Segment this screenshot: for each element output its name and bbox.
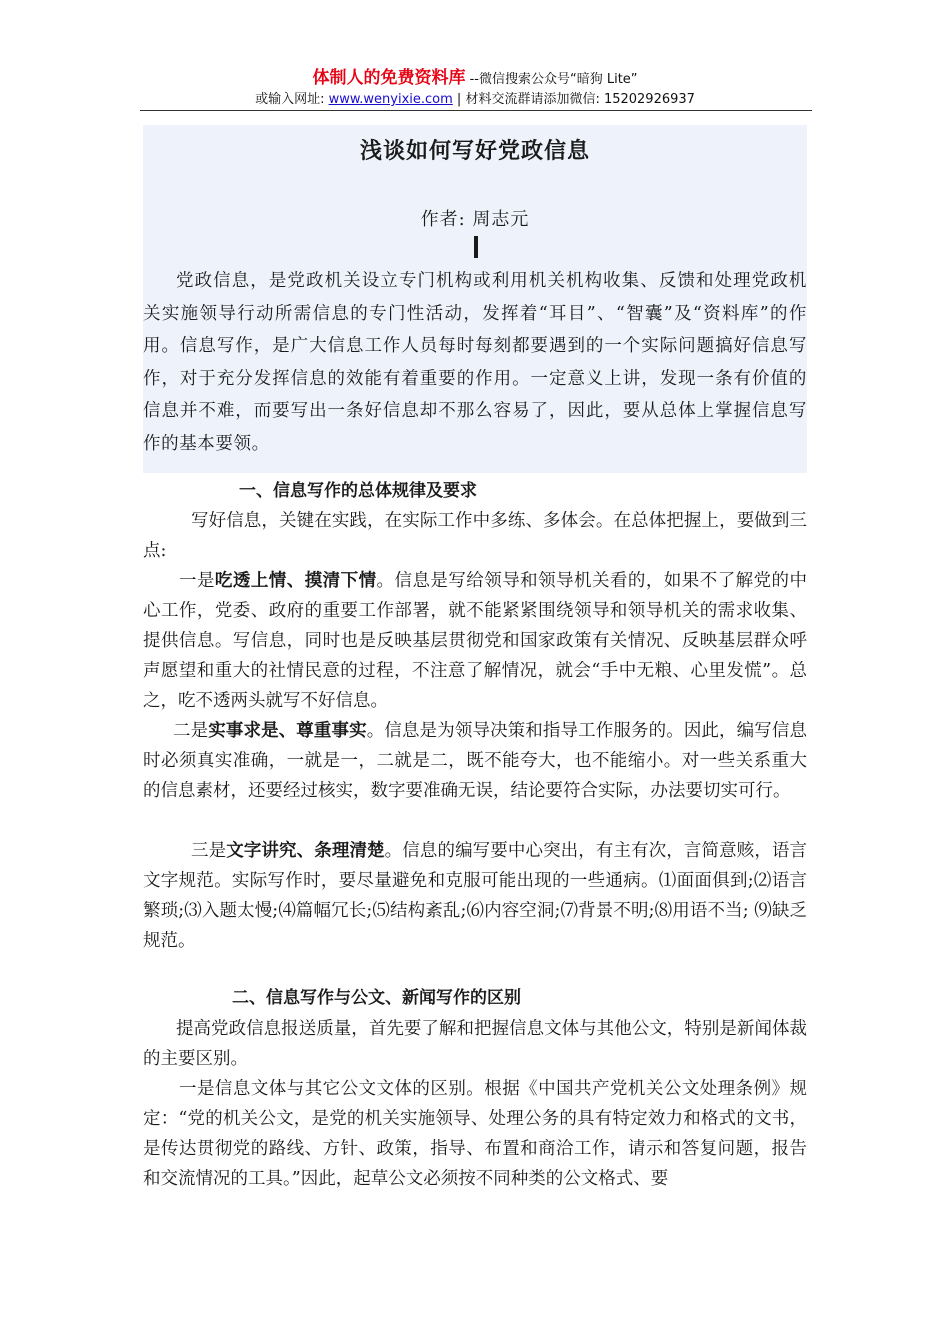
point-1-body: 。信息是写给领导和领导机关看的，如果不了解党的中心工作，党委、政府的重要工作部署，就不能紧紧围绕领导和领导机关的需求收集、提供信息。写信息，同时也是反映基层贯彻党和国家政策有关情况、反映基层群众呼声愿望和重大的社情民意的过程，不注意了解情况，就会“手中无粮、心里发慌”。总之，吃不透两头就写不好信息。	[143, 571, 808, 711]
url-prefix: 或输入网址:	[255, 92, 329, 107]
header-tagline: --微信搜索公众号“暗狗 Lite”	[465, 72, 638, 87]
brand-name: 体制人的免费资料库	[312, 68, 466, 88]
point-1-key: 吃透上情、摸清下情	[214, 571, 377, 591]
section-1-point-2	[143, 716, 807, 806]
point-1-prefix: 一是	[179, 571, 215, 591]
document-author: 作者: 周志元	[420, 209, 530, 230]
site-header-line-1	[0, 68, 950, 90]
website-link[interactable]: www.wenyixie.com	[328, 92, 453, 107]
section-1-heading: 一、信息写作的总体规律及要求	[239, 481, 477, 501]
contact-text: | 材料交流群请添加微信: 15202926937	[452, 92, 695, 107]
section-2-lead: 提高党政信息报送质量，首先要了解和把握信息文体与其他公文，特别是新闻体裁的主要区别。	[143, 1019, 807, 1069]
text-cursor-mark	[474, 236, 478, 258]
point-3-key: 文字讲究、条理清楚	[226, 841, 385, 861]
section-2-heading: 二、信息写作与公文、新闻写作的区别	[232, 988, 521, 1008]
point-2-prefix: 二是	[173, 721, 209, 741]
intro-paragraph: 党政信息，是党政机关设立专门机构或利用机关机构收集、反馈和处理党政机关实施领导行动所需信息的专门性活动，发挥着“耳目”、“智囊”及“资料库”的作用。信息写作，是广大信息工作人员每时每刻都要遇到的一个实际问题搞好信息写作，对于充分发挥信息的效能有着重要的作用。一定意义上讲，发现一条有价值的信息并不难，而要写出一条好信息却不那么容易了，因此，要从总体上掌握信息写作的基本要领。	[143, 271, 807, 454]
point-2-body: 。信息是为领导决策和指导工作服务的。因此，编写信息时必须真实准确，一就是一，二就是二，既不能夸大，也不能缩小。对一些关系重大的信息素材，还要经过核实，数字要准确无误，结论要符合实际，办法要切实可行。	[143, 721, 808, 801]
site-header-line-2	[0, 91, 950, 109]
point-3-prefix: 三是	[191, 841, 227, 861]
section-1-lead: 写好信息，关键在实践，在实际工作中多练、多体会。在总体把握上，要做到三点:	[143, 511, 807, 561]
section-1-point-1	[143, 566, 807, 716]
point-3-body: 。信息的编写要中心突出，有主有次，言简意赅，语言文字规范。实际写作时，要尽量避免和克服可能出现的一些通病。⑴面面俱到;⑵语言繁琐;⑶入题太慢;⑷篇幅冗长;⑸结构紊乱;⑹内容空洞;⑺背景不明;⑻用语不当; ⑼缺乏规范。	[143, 841, 808, 951]
document-title: 浅谈如何写好党政信息	[359, 138, 590, 164]
point-2-key: 实事求是、尊重事实	[208, 721, 367, 741]
header-divider	[140, 110, 812, 111]
section-2-point-1: 一是信息文体与其它公文文体的区别。根据《中国共产党机关公文处理条例》规定：“党的机关公文，是党的机关实施领导、处理公务的具有特定效力和格式的文书，是传达贯彻党的路线、方针、政策，指导、布置和商洽工作，请示和答复问题，报告和交流情况的工具。”因此，起草公文必须按不同种类的公文格式、要	[143, 1079, 807, 1189]
section-1-point-3	[143, 836, 807, 956]
